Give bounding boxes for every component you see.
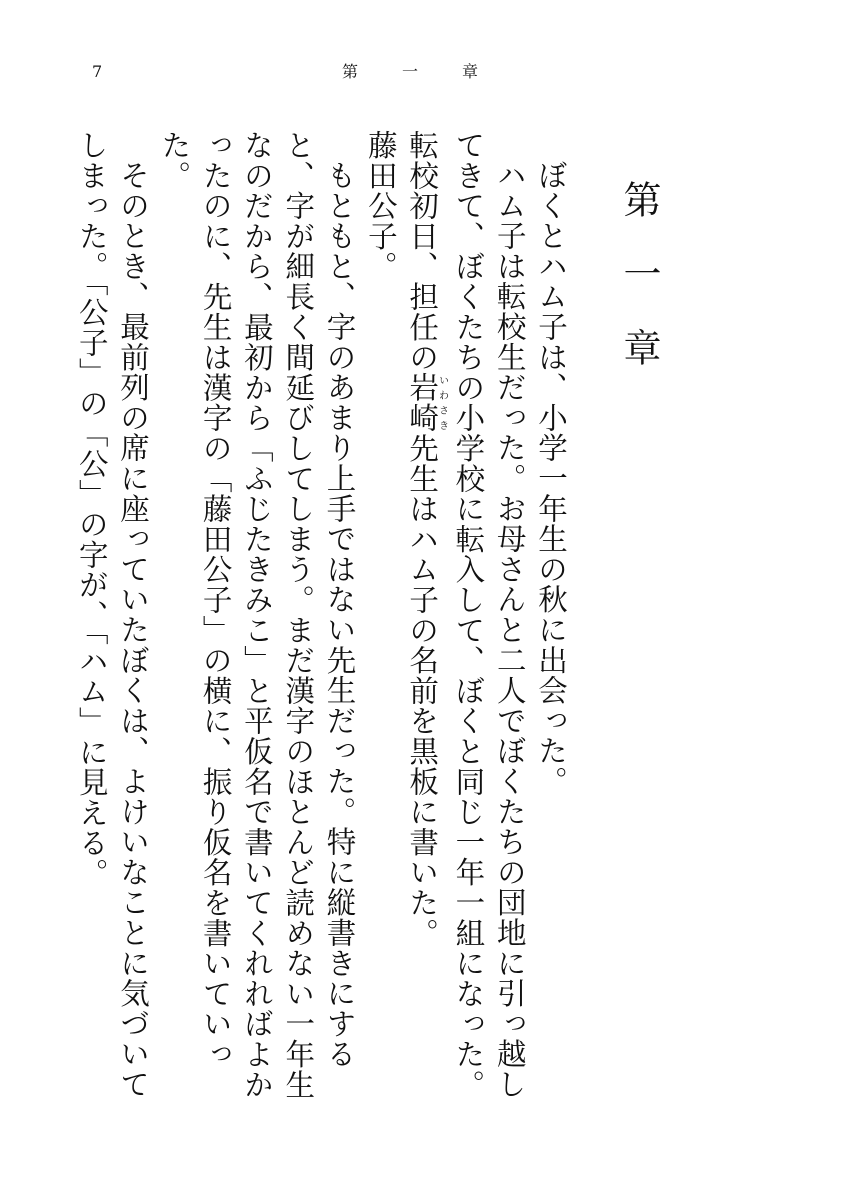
paragraph: そのとき、最前列の席に座っていたぼくは、よけいなことに気づいてしまった。「公子」の「公」の字が、「ハム」に見える。 [74, 130, 151, 1099]
ruby-reading: いわさき [436, 372, 448, 433]
paragraph-text: 先生はハム子の名前を黒板に書いた。 [405, 433, 440, 949]
paragraph: もともと、字のあまり上手ではない先生だった。特に縦書きにすると、字が細長く間延びしてしまう。まだ漢字のほとんど読めない一年生なのだから、最初から「ふじたきみこ」と平仮名で書いてくれればよかったのに、先生は漢字の「藤田公子」の横に、振り仮名を書いていった。 [157, 130, 357, 1100]
paragraph [401, 130, 447, 1120]
running-head: 第一章 [342, 62, 523, 81]
paragraph: 藤田公子。 [363, 130, 398, 282]
body-text [70, 130, 571, 1120]
paragraph: ハム子は転校生だった。お母さんと二人でぼくたちの団地に引っ越してきて、ぼくたちの小学校に転入して、ぼくと同じ一年一組になった。 [451, 130, 527, 1100]
chapter-title: 第一章 [617, 180, 661, 402]
page-number: 7 [92, 62, 103, 81]
paragraph: ぼくとハム子は、小学一年生の秋に出会った。 [534, 159, 568, 796]
paragraph-text: 転校初日、担任の [405, 130, 440, 373]
ruby-annotation [405, 372, 448, 434]
ruby-base: 岩崎 [405, 372, 440, 434]
